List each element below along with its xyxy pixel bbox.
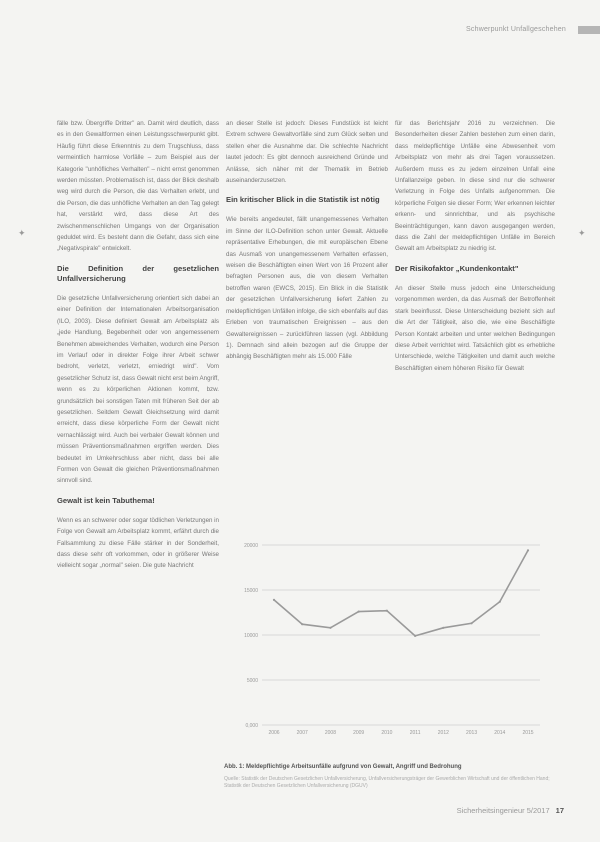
x-tick-label: 2010 <box>381 730 393 736</box>
data-point <box>358 611 360 613</box>
y-tick-label: 5000 <box>246 678 258 684</box>
data-point <box>470 622 472 624</box>
paragraph: für das Berichtsjahr 2016 zu verzeichnen. Die Besonderheiten dieser Zahlen bestehen zum einen darin, dass meldepflichtige Unfälle eine Abwesenheit vom Arbeitsplatz von mehr als drei Tagen voraussetzen. Außerdem muss es zu jedem einzelnen Unfall eine Unfallanzeige geben. In diese sind nur die schwerer Verletzung in Folge des Unfalls aufgenommen. Die körperliche Folgen sie dieser Form; Wer erkennen leichter erkenn- und sinnrichtbar, und als psychische Beeinträchtigungen, kann davon ausgegangen werden, dass die Zahl der meldepflichtigen Unfälle im Bereich Gewalt am Arbeitsplatz zu niedrig ist. <box>395 120 555 253</box>
x-tick-label: 2008 <box>324 730 337 736</box>
data-point <box>527 549 529 551</box>
data-point <box>414 635 416 637</box>
x-tick-label: 2009 <box>353 730 365 736</box>
section-heading: Die Definition der gesetzlichen Unfallversicherung <box>57 263 219 283</box>
y-tick-label: 20000 <box>244 543 258 549</box>
x-tick-label: 2015 <box>522 730 534 736</box>
x-tick-label: 2011 <box>409 730 421 736</box>
margin-mark-icon: ✦ <box>18 228 26 238</box>
data-point <box>329 627 331 629</box>
text-column-3 <box>395 118 555 383</box>
text-column-2 <box>226 118 388 372</box>
running-title: Schwerpunkt Unfallgeschehen <box>466 26 566 33</box>
section-heading: Der Risikofaktor „Kundenkontakt" <box>395 263 519 273</box>
y-tick-label: 0,000 <box>245 723 258 729</box>
line-chart <box>224 535 558 755</box>
header-bar <box>578 26 600 34</box>
text-column-1 <box>57 118 219 581</box>
page-header <box>0 18 600 34</box>
data-point <box>386 610 388 612</box>
journal-name: Sicherheitsingenieur 5/2017 <box>456 806 550 815</box>
paragraph: Die gesetzliche Unfallversicherung orientiert sich dabei an einer Definition der Internationalen Arbeitsorganisation (ILO, 2003). Diese definiert Gewalt am Arbeitsplatz als „jede Handlung, Begebenheit oder von angemessenem Benehmen abweichendes Verhalten, wodurch eine Person im Verlauf oder in direkter Folge ihrer Arbeit schwer bedroht, verletzt, verletzt, erniedrigt wird". Vom gesetzlicher Schutz ist, dass Gewalt nicht erst beim Angriff, wenn es zu körperlichen Aktionen kommt, bzw. grundsätzlich bei sonstigen Taten mit früheren Seit der ab gesetzlichen. Seitdem Gewalt Gleichsetzung wird damit erreicht, dass diese körperliche Form der Gewalt nicht vernachlässigt wird. Auch bei verbaler Gewalt können und müssen Präventionsmaßnahmen ergriffen werden. Dies bedeutet im Umkehrschluss aber nicht, dass bei alle Formen von Gewalt die gleichen Präventionsmaßnahmen sinnvoll sind. <box>57 294 219 485</box>
figure-caption: Abb. 1: Meldepflichtige Arbeitsunfälle aufgrund von Gewalt, Angriff und Bedrohung <box>224 764 462 770</box>
y-tick-label: 15000 <box>244 588 258 594</box>
x-tick-label: 2012 <box>437 730 449 736</box>
page-number: 17 <box>555 806 564 815</box>
paragraph: an dieser Stelle ist jedoch: Dieses Fundstück ist leicht Extrem schwere Gewaltvorfälle sind zum Glück selten und stellen eher die Ausnahme dar. Die schlechte Nachricht lautet jedoch: Es gibt dennoch ausreichend Gründe und Anlässe, sich näher mit der Thematik im Betrieb auseinanderzusetzen. <box>226 120 388 185</box>
paragraph: Wie bereits angedeutet, fällt unangemessenes Verhalten im Sinne der ILO-Definition schon unter Gewalt. Aktuelle repräsentative Erhebungen, die mit europäischen Ebene das Ausmaß von unangemessenem Verhalten erfassen, weisen die Beschäftigten einen Wert von 16 Prozent aller befragten Personen aus, die von diesem Verhalten betroffen waren (EWCS, 2015). Ein Blick in die Statistik der gesetzlichen Unfallversicherung liefert Zahlen zu meldepflichtigen Unfällen infolge, die sich ebenfalls auf das Erleben von traumatischen Ereignissen – aus den Gewaltereignissen – zurückführen lassen (vgl. Abbildung 1). Demnach sind allein bezogen auf die Gruppe der abhängig Beschäftigten mehr als 15.000 Fälle <box>226 216 389 361</box>
data-point <box>442 627 444 629</box>
margin-mark-icon: ✦ <box>578 228 586 238</box>
x-tick-label: 2013 <box>465 730 478 736</box>
series-line <box>274 550 528 636</box>
x-tick-label: 2007 <box>296 730 308 736</box>
section-heading: Ein kritischer Blick in die Statistik ist nötig <box>226 195 380 205</box>
figure-source: Quelle: Statistik der Deutschen Gesetzlichen Unfallversicherung, Unfallversicherungsträger der Gewerblichen Wirtschaft und der öffentlichen Hand; Statistik der Deutschen Gesetzlichen Unfallversicherung (DGUV) <box>224 776 550 789</box>
x-tick-label: 2014 <box>494 730 506 736</box>
data-point <box>499 601 501 603</box>
paragraph: An dieser Stelle muss jedoch eine Unterscheidung vorgenommen werden, da das Ausmaß der Betroffenheit stark beeinflusst. Diese Unterscheidung bezieht sich auf die Art der Tätigkeit, also die, wie eine Beschäftigte Person Kontakt arbeiten und unter welchen Bedingungen diese Arbeit verrichtet wird. Tatsächlich gibt es erhebliche Unterschiede, welche Tätigkeiten und damit auch welche Beschäftigten einem höheren Risiko für Gewalt <box>395 284 555 372</box>
section-heading: Gewalt ist kein Tabuthema! <box>57 495 155 505</box>
y-tick-label: 10000 <box>244 633 258 639</box>
page-footer <box>457 806 564 815</box>
x-tick-label: 2006 <box>268 730 280 736</box>
paragraph: Wenn es an schwerer oder sogar tödlichen Verletzungen in Folge von Gewalt am Arbeitsplatz kommt, erfährt durch die Fallsammlung zu diese Fälle stärker in der Sonderheit, dass diese sehr oft vorkommen, oder in größerer Weise vielleicht sogar „normal" seien. Die gute Nachricht <box>57 516 219 570</box>
data-point <box>301 623 303 625</box>
data-point <box>273 599 275 601</box>
paragraph: fälle bzw. Übergriffe Dritter" an. Damit wird deutlich, dass es in den Gewaltformen einen Leistungsschwerpunkt gibt. Häufig führt diese Erkenntnis zu dem Trugschluss, dass vermeintlich harmlose Vorfälle – zum Beispiel aus der Kategorie "unhöfliches Verhalten" – nicht ernst genommen werden müssten. Problematisch ist, dass der Blick deshalb weg wird durch die Person, die das Verhalten erlebt, und die Person, die das unhöfliche Verhalten an den Tag gelegt hat, verstärkt wird, dass diese Art des zwischenmenschlichen Umgangs von der Organisation geduldet wird. Es besteht dann die Gefahr, dass sich eine „Negativspirale" entwickelt. <box>57 120 219 253</box>
